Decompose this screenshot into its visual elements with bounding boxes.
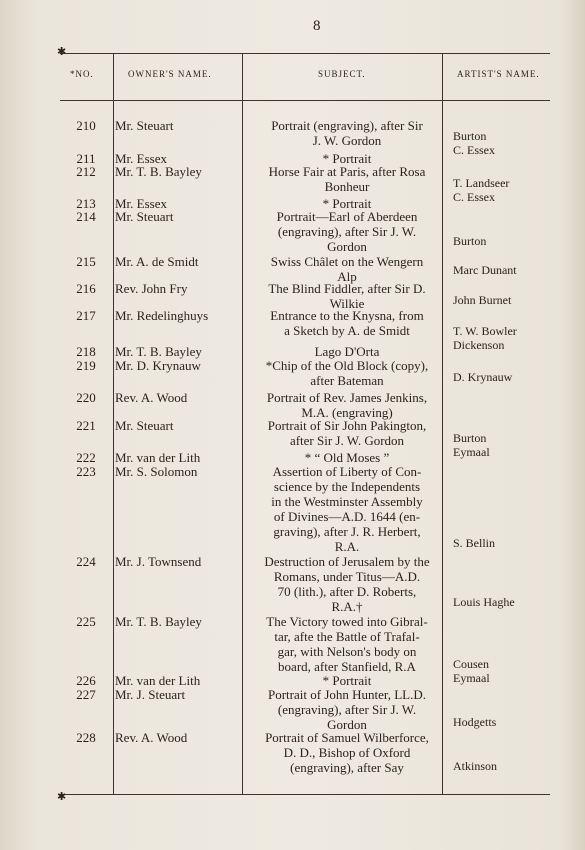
entry-number: 221 bbox=[76, 418, 96, 433]
corner-mark: ✱ bbox=[57, 46, 67, 58]
subject-line: after Bateman bbox=[310, 373, 384, 388]
entry-number: 226 bbox=[76, 673, 96, 688]
subject-line: gar, with Nelson's body on bbox=[277, 644, 417, 659]
subject-text bbox=[252, 687, 442, 732]
subject-line: Portrait—Earl of Aberdeen bbox=[276, 209, 418, 224]
subject-line: Wilkie bbox=[329, 296, 365, 311]
owner-name: Mr. Steuart bbox=[115, 418, 174, 433]
artist-name: Hodgetts bbox=[453, 715, 497, 729]
subject-text bbox=[252, 673, 442, 688]
artist-name: Burton bbox=[453, 431, 487, 445]
entry-number: 218 bbox=[76, 344, 96, 359]
owner-name: Mr. J. Townsend bbox=[115, 554, 202, 569]
owner-name: Rev. John Fry bbox=[115, 281, 188, 296]
owner-name: Mr. J. Steuart bbox=[115, 687, 186, 702]
subject-line: after Sir J. W. Gordon bbox=[289, 433, 405, 448]
entry-number: 222 bbox=[76, 450, 96, 465]
entry-number: 213 bbox=[76, 196, 96, 211]
subject-text bbox=[252, 614, 442, 674]
entry-number: 228 bbox=[76, 730, 96, 745]
owner-name: Mr. van der Lith bbox=[115, 673, 201, 688]
entry-number: 216 bbox=[76, 281, 96, 296]
subject-line: (engraving), after Say bbox=[290, 760, 404, 775]
subject-line: Bonheur bbox=[324, 179, 370, 194]
subject-text bbox=[252, 308, 442, 338]
artist-name: Eymaal bbox=[453, 671, 490, 685]
subject-line: (engraving), after Sir J. W. bbox=[277, 224, 417, 239]
subject-line: board, after Stanfield, R.A bbox=[278, 659, 416, 674]
subject-text bbox=[252, 450, 442, 465]
header-subject: SUBJECT. bbox=[318, 69, 366, 79]
entry-number: 223 bbox=[76, 464, 96, 479]
owner-name: Mr. Redelinghuys bbox=[115, 308, 209, 323]
subject-text bbox=[252, 281, 442, 311]
owner-name: Mr. S. Solomon bbox=[115, 464, 198, 479]
subject-text bbox=[252, 118, 442, 148]
owner-name: Rev. A. Wood bbox=[115, 390, 188, 405]
owner-name: Mr. T. B. Bayley bbox=[115, 344, 202, 359]
subject-line: a Sketch by A. de Smidt bbox=[284, 323, 410, 338]
subject-line: D. D., Bishop of Oxford bbox=[283, 745, 411, 760]
artist-name: Marc Dunant bbox=[453, 263, 517, 277]
subject-line: (engraving), after Sir J. W. bbox=[277, 702, 417, 717]
subject-line: Portrait of Rev. James Jenkins, bbox=[266, 390, 428, 405]
subject-line: * Portrait bbox=[322, 196, 372, 211]
subject-text bbox=[252, 554, 442, 614]
subject-line: Gordon bbox=[327, 239, 367, 254]
subject-line: tar, afte the Battle of Trafal- bbox=[274, 629, 420, 644]
subject-line: *Chip of the Old Block (copy), bbox=[265, 358, 429, 373]
subject-line: Lago D'Orta bbox=[314, 344, 380, 359]
subject-line: * Portrait bbox=[322, 673, 372, 688]
subject-line: R.A. bbox=[334, 539, 360, 554]
entry-number: 227 bbox=[76, 687, 96, 702]
header-owner: OWNER'S NAME. bbox=[128, 69, 212, 79]
subject-line: science by the Independents bbox=[273, 479, 421, 494]
subject-text bbox=[252, 254, 442, 284]
corner-mark: ✱ bbox=[57, 791, 67, 803]
subject-text bbox=[252, 464, 442, 554]
header-no: *NO. bbox=[70, 69, 94, 79]
owner-name: Mr. Essex bbox=[115, 151, 167, 166]
entry-number: 210 bbox=[76, 118, 96, 133]
entry-number: 211 bbox=[76, 151, 96, 166]
artist-name: D. Krynauw bbox=[453, 370, 513, 384]
owner-name: Mr. T. B. Bayley bbox=[115, 614, 202, 629]
subject-text bbox=[252, 418, 442, 448]
entry-number: 217 bbox=[76, 308, 96, 323]
subject-line: The Victory towed into Gibral- bbox=[266, 614, 428, 629]
subject-line: Entrance to the Knysna, from bbox=[270, 308, 424, 323]
subject-line: Alp bbox=[337, 269, 357, 284]
subject-line: 70 (lith.), after D. Roberts, bbox=[277, 584, 417, 599]
subject-line: graving), after J. R. Herbert, bbox=[273, 524, 421, 539]
header-rule bbox=[60, 100, 550, 101]
subject-line: Destruction of Jerusalem by the bbox=[264, 554, 430, 569]
entry-number: 224 bbox=[76, 554, 96, 569]
subject-text bbox=[252, 730, 442, 775]
entry-number: 220 bbox=[76, 390, 96, 405]
subject-text bbox=[252, 344, 442, 359]
artist-name: C. Essex bbox=[453, 143, 495, 157]
artist-name: Eymaal bbox=[453, 445, 490, 459]
column-rule bbox=[442, 54, 443, 794]
subject-line: * Portrait bbox=[322, 151, 372, 166]
entry-number: 212 bbox=[76, 164, 96, 179]
artist-name: Cousen bbox=[453, 657, 489, 671]
owner-name: Mr. Steuart bbox=[115, 118, 174, 133]
subject-line: Horse Fair at Paris, after Rosa bbox=[268, 164, 426, 179]
owner-name: Mr. Steuart bbox=[115, 209, 174, 224]
subject-line: Gordon bbox=[327, 717, 367, 732]
subject-line: The Blind Fiddler, after Sir D. bbox=[268, 281, 426, 296]
subject-line: Swiss Châlet on the Wengern bbox=[270, 254, 424, 269]
subject-line: M.A. (engraving) bbox=[301, 405, 393, 420]
owner-name: Mr. T. B. Bayley bbox=[115, 164, 202, 179]
subject-line: Portrait of Sir John Pakington, bbox=[267, 418, 427, 433]
artist-name: S. Bellin bbox=[453, 536, 496, 550]
catalogue-table bbox=[57, 46, 550, 803]
subject-line: in the Westminster Assembly bbox=[271, 494, 423, 509]
subject-text bbox=[252, 164, 442, 194]
subject-text bbox=[252, 209, 442, 254]
column-rule bbox=[242, 54, 243, 794]
artist-name: Atkinson bbox=[453, 759, 498, 773]
artist-name: T. W. Bowler bbox=[453, 324, 517, 338]
subject-text bbox=[252, 390, 442, 420]
entry-number: 225 bbox=[76, 614, 96, 629]
artist-name: Burton bbox=[453, 234, 487, 248]
subject-line: Portrait of Samuel Wilberforce, bbox=[265, 730, 429, 745]
artist-name: T. Landseer bbox=[453, 176, 510, 190]
owner-name: Mr. D. Krynauw bbox=[115, 358, 201, 373]
owner-name: Mr. A. de Smidt bbox=[115, 254, 199, 269]
owner-name: Rev. A. Wood bbox=[115, 730, 188, 745]
subject-line: Portrait of John Hunter, LL.D. bbox=[268, 687, 426, 702]
page-number: 8 bbox=[313, 18, 321, 34]
subject-line: Assertion of Liberty of Con- bbox=[272, 464, 422, 479]
subject-line: * “ Old Moses ” bbox=[304, 450, 390, 465]
artist-name: Dickenson bbox=[453, 338, 505, 352]
subject-line: J. W. Gordon bbox=[312, 133, 382, 148]
entry-number: 214 bbox=[76, 209, 96, 224]
subject-line: Portrait (engraving), after Sir bbox=[271, 118, 423, 133]
artist-name: C. Essex bbox=[453, 190, 495, 204]
subject-line: R.A.† bbox=[331, 599, 363, 614]
artist-name: John Burnet bbox=[453, 293, 512, 307]
owner-name: Mr. Essex bbox=[115, 196, 167, 211]
subject-line: of Divines—A.D. 1644 (en- bbox=[273, 509, 421, 524]
artist-name: Burton bbox=[453, 129, 487, 143]
subject-line: Romans, under Titus—A.D. bbox=[273, 569, 421, 584]
owner-name: Mr. van der Lith bbox=[115, 450, 201, 465]
entry-number: 219 bbox=[76, 358, 96, 373]
entry-number: 215 bbox=[76, 254, 96, 269]
artist-name: Louis Haghe bbox=[453, 595, 515, 609]
header-artist: ARTIST'S NAME. bbox=[457, 69, 540, 79]
subject-text bbox=[252, 358, 442, 388]
column-rule bbox=[113, 54, 114, 794]
